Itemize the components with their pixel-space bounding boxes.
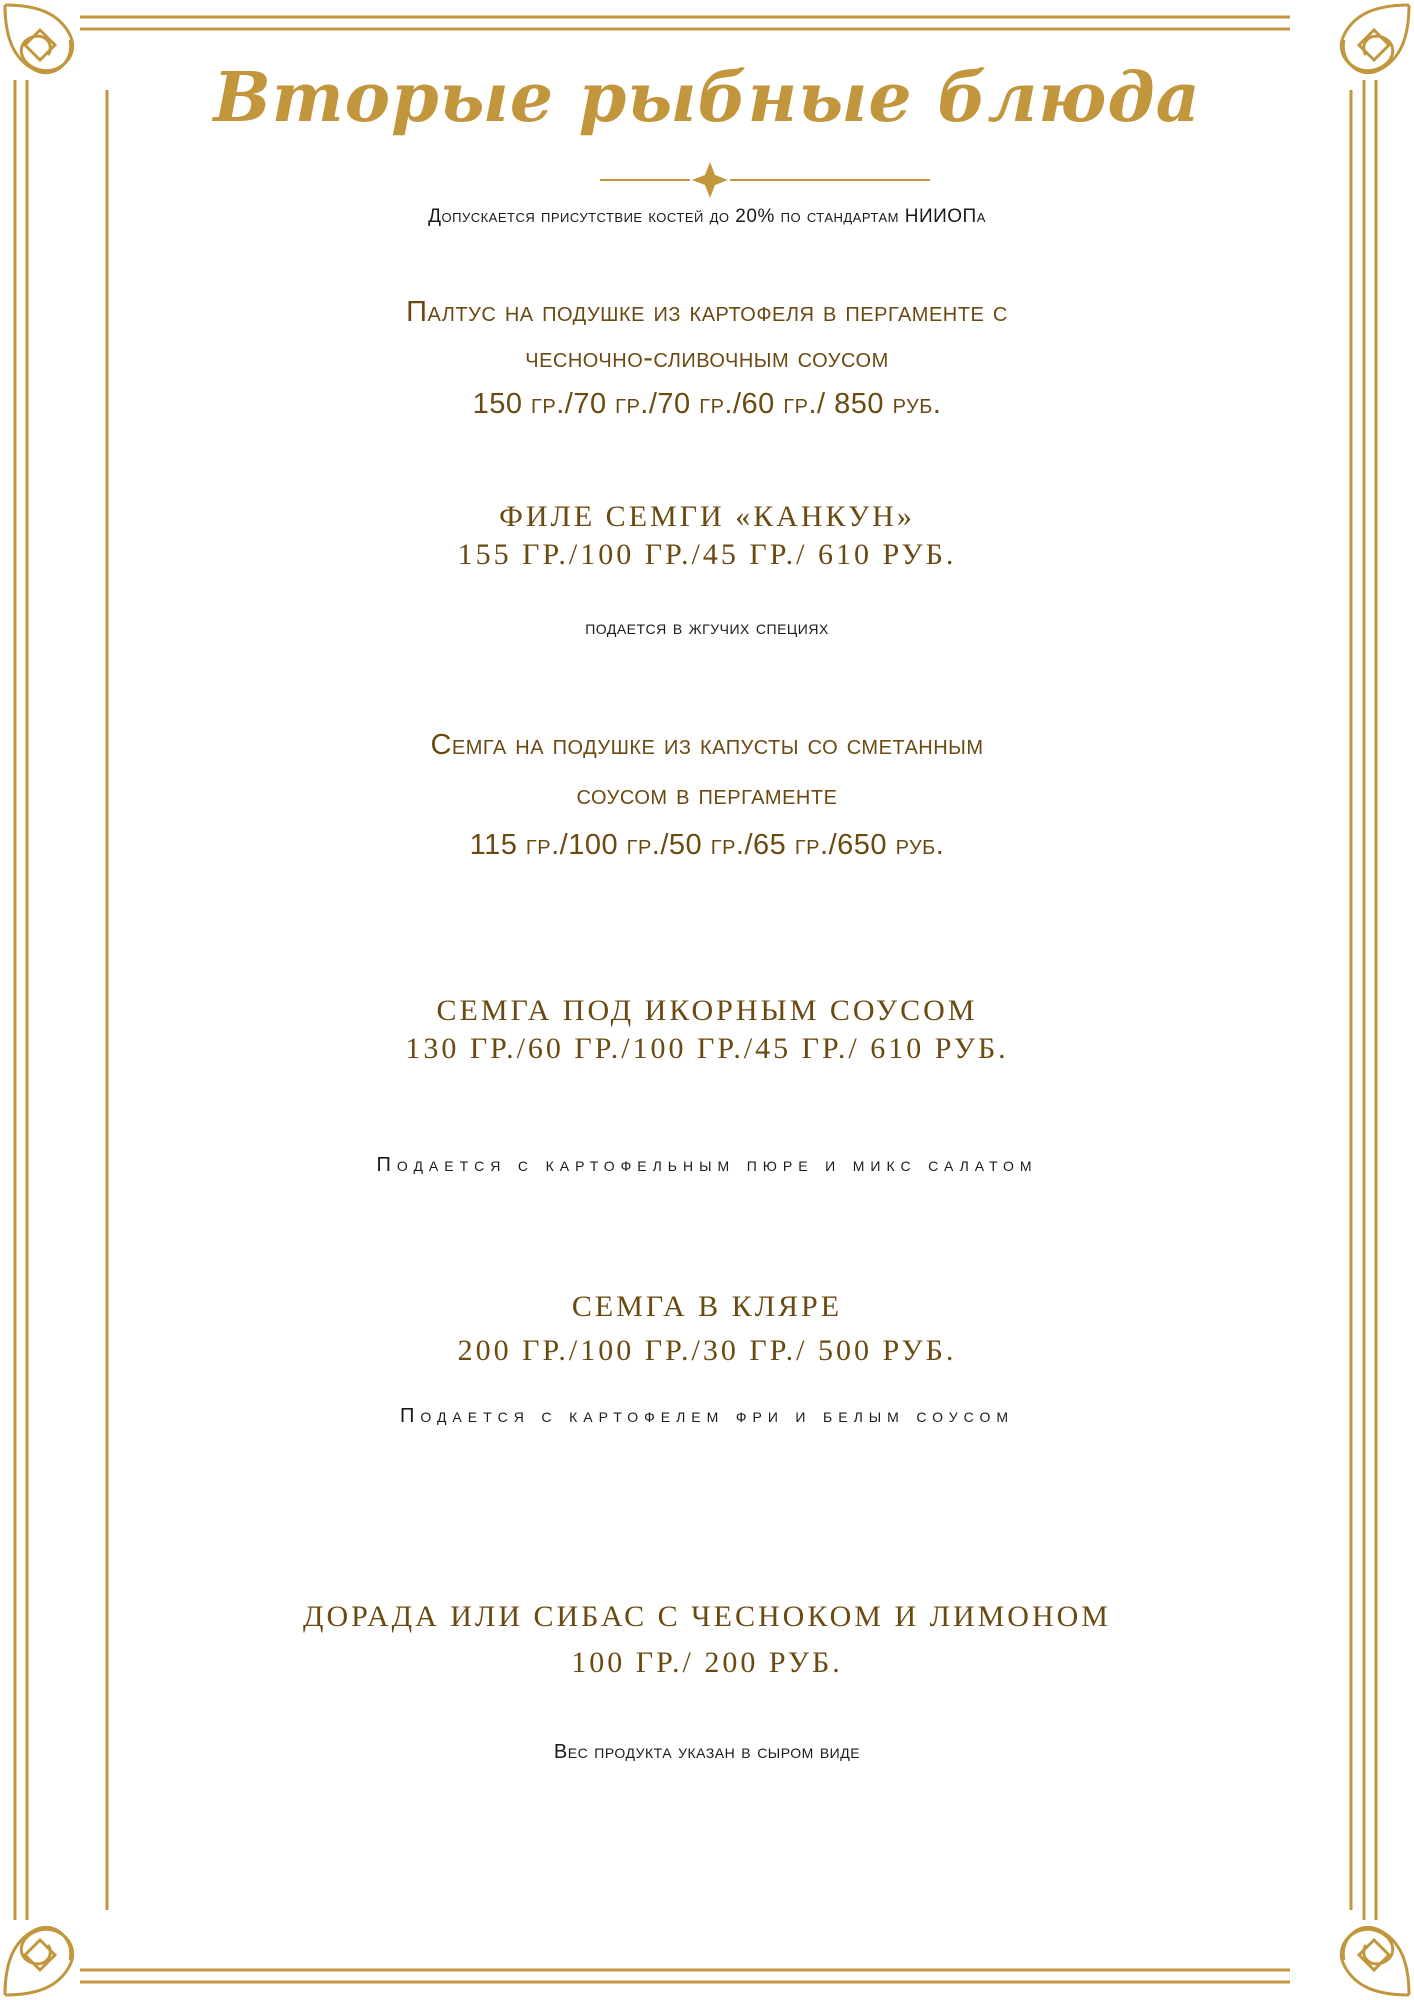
dish-item: [0, 1594, 1414, 1686]
dish-item: [0, 498, 1414, 574]
dish-item: [0, 289, 1414, 427]
dish-weights: 150 гр./70 гр./70 гр./60 гр./ 850 руб.: [472, 388, 942, 420]
page-subtitle: Допускается присутствие костей до 20% по стандартам НИИОПа: [428, 206, 986, 227]
dish-item: [0, 992, 1414, 1068]
dish-note: Подается с картофельным пюре и микс салатом: [376, 1154, 1038, 1176]
dish-weights: 100 ГР./ 200 РУБ.: [571, 1646, 843, 1679]
dish-weights: 155 ГР./100 ГР./45 ГР./ 610 РУБ.: [457, 538, 957, 571]
dish-name-line: Палтус на подушке из картофеля в пергаменте с: [406, 296, 1008, 328]
dish-weights: 130 ГР./60 ГР./100 ГР./45 ГР./ 610 РУБ.: [405, 1032, 1009, 1065]
page-title: Вторые рыбные блюда: [213, 58, 1201, 138]
dish-weights: 115 гр./100 гр./50 гр./65 гр./650 руб.: [469, 829, 945, 861]
dish-note: Подается с картофелем фри и белым соусом: [399, 1405, 1015, 1427]
dish-name-line: чесночно-сливочным соусом: [525, 342, 889, 374]
dish-name: ДОРАДА ИЛИ СИБАС С ЧЕСНОКОМ И ЛИМОНОМ: [303, 1600, 1111, 1633]
dish-item: [0, 720, 1414, 870]
dish-name-line: соусом в пергаменте: [576, 779, 838, 811]
dish-name: ФИЛЕ СЕМГИ «КАНКУН»: [499, 500, 915, 533]
dish-note: подается в жгучих специях: [585, 617, 829, 639]
dish-name: СЕМГА ПОД ИКОРНЫМ СОУСОМ: [436, 994, 978, 1027]
dish-name-line: Семга на подушке из капусты со сметанным: [430, 729, 984, 761]
dish-weights: 200 ГР./100 ГР./30 ГР./ 500 РУБ.: [457, 1334, 957, 1367]
title-divider: [600, 162, 930, 198]
dish-name: СЕМГА В КЛЯРЕ: [571, 1290, 843, 1323]
dish-item: [0, 1285, 1414, 1373]
footer-note: Вес продукта указан в сыром виде: [553, 1741, 861, 1763]
